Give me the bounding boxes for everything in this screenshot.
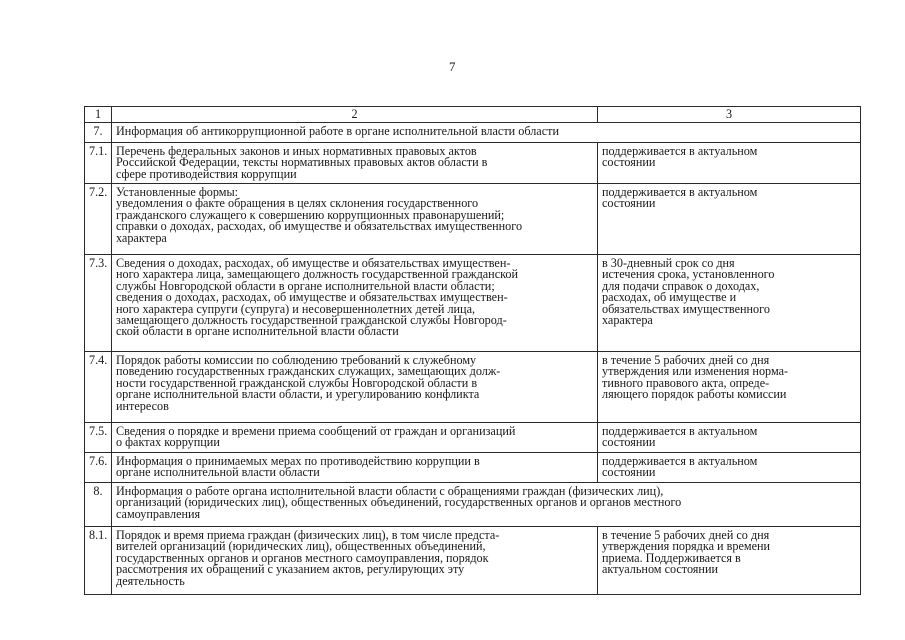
row-number	[85, 123, 112, 143]
row-number	[85, 143, 112, 184]
page-number: 7	[449, 59, 456, 74]
term-text: в течение 5 рабочих дней со дня утверждения или изменения норма- тивного правового акта, опреде- ляющего порядок работы комиссии	[602, 353, 789, 402]
table-row	[85, 123, 861, 143]
description-text: Установленные формы: уведомления о факте обращения в целях склонения государственного гражданского служащего к совершению коррупционных правонарушений; справки о доходах, расходах, об имуществе и обязательствах имущественного характера	[116, 185, 523, 245]
header-col-2: 2	[112, 107, 598, 123]
row-number	[85, 483, 112, 527]
description-text: Порядок и время приема граждан (физических лиц), в том числе предста- вителей организаций (юридических лиц), общественных объединений, государственных органов и органов местного самоуправления, порядок рассмотрения их обращений с указанием актов, регулирующих эту деятельность	[116, 528, 500, 588]
item-term	[598, 352, 861, 423]
item-description	[112, 255, 598, 352]
description-text: Перечень федеральных законов и иных нормативных правовых актов Российской Федерации, тексты нормативных правовых актов области в сфере противодействия коррупции	[116, 144, 488, 181]
row-number	[85, 453, 112, 483]
row-number-text: 7.3.	[89, 256, 108, 270]
description-text: Сведения о доходах, расходах, об имуществе и обязательствах имуществен- ного характера лица, замещающего должность государственной гражданской службы Новгородской области в органе исполнительной власти области; сведения о доходах, расходах, об имуществе и обязательствах имуществен- ного характера супруги (супруга) и несовершеннолетних детей лица, замещающего должность государственной гражданской службы Новгород- ской области в органе исполнительной власти области	[116, 256, 519, 339]
item-term	[598, 184, 861, 255]
header-row	[85, 107, 861, 123]
term-text: поддерживается в актуальном состоянии	[602, 454, 758, 480]
description-text: Сведения о порядке и времени приема сообщений от граждан и организаций о фактах коррупции	[116, 424, 516, 450]
term-text: поддерживается в актуальном состоянии	[602, 185, 758, 211]
table-row	[85, 527, 861, 595]
description-text: Информация о работе органа исполнительной власти области с обращениями граждан (физических лиц), организаций (юридических лиц), общественных объединений, государственных органов и органов местного самоуправления	[116, 484, 682, 521]
description-text: Порядок работы комиссии по соблюдению требований к служебному поведению государственных гражданских служащих, замещающих долж- ности государственной гражданской службы Новгородской области в органе исполнительной власти области, и урегулированию конфликта интересов	[116, 353, 501, 413]
item-description	[112, 453, 598, 483]
row-number	[85, 423, 112, 453]
section-heading	[112, 483, 861, 527]
row-number-text: 7.	[93, 124, 103, 138]
row-number	[85, 352, 112, 423]
term-text: поддерживается в актуальном состоянии	[602, 144, 758, 170]
item-term	[598, 527, 861, 595]
table-row	[85, 423, 861, 453]
table-row	[85, 143, 861, 184]
item-term	[598, 255, 861, 352]
row-number	[85, 255, 112, 352]
term-text: в течение 5 рабочих дней со дня утверждения порядка и времени приема. Поддерживается в актуальном состоянии	[602, 528, 771, 577]
row-number-text: 7.2.	[89, 185, 108, 199]
item-description	[112, 184, 598, 255]
row-number	[85, 527, 112, 595]
info-table	[84, 106, 861, 595]
header-col-3: 3	[598, 107, 861, 123]
description-text: Информация о принимаемых мерах по противодействию коррупции в органе исполнительной власти области	[116, 454, 480, 480]
row-number	[85, 184, 112, 255]
table-row	[85, 255, 861, 352]
item-description	[112, 423, 598, 453]
row-number-text: 7.6.	[89, 454, 108, 468]
item-description	[112, 143, 598, 184]
item-term	[598, 453, 861, 483]
description-text: Информация об антикоррупционной работе в органе исполнительной власти области	[116, 124, 559, 138]
item-description	[112, 352, 598, 423]
row-number-text: 8.	[93, 484, 103, 498]
row-number-text: 7.5.	[89, 424, 108, 438]
term-text: поддерживается в актуальном состоянии	[602, 424, 758, 450]
item-term	[598, 143, 861, 184]
section-heading	[112, 123, 861, 143]
header-col-1: 1	[85, 107, 112, 123]
table-row	[85, 453, 861, 483]
table-row	[85, 184, 861, 255]
item-term	[598, 423, 861, 453]
row-number-text: 8.1.	[89, 528, 108, 542]
row-number-text: 7.1.	[89, 144, 108, 158]
item-description	[112, 527, 598, 595]
term-text: в 30-дневный срок со дня истечения срока, установленного для подачи справок о доходах, расходах, об имуществе и обязательствах имущественного характера	[602, 256, 775, 328]
table-row	[85, 483, 861, 527]
table-row	[85, 352, 861, 423]
row-number-text: 7.4.	[89, 353, 108, 367]
